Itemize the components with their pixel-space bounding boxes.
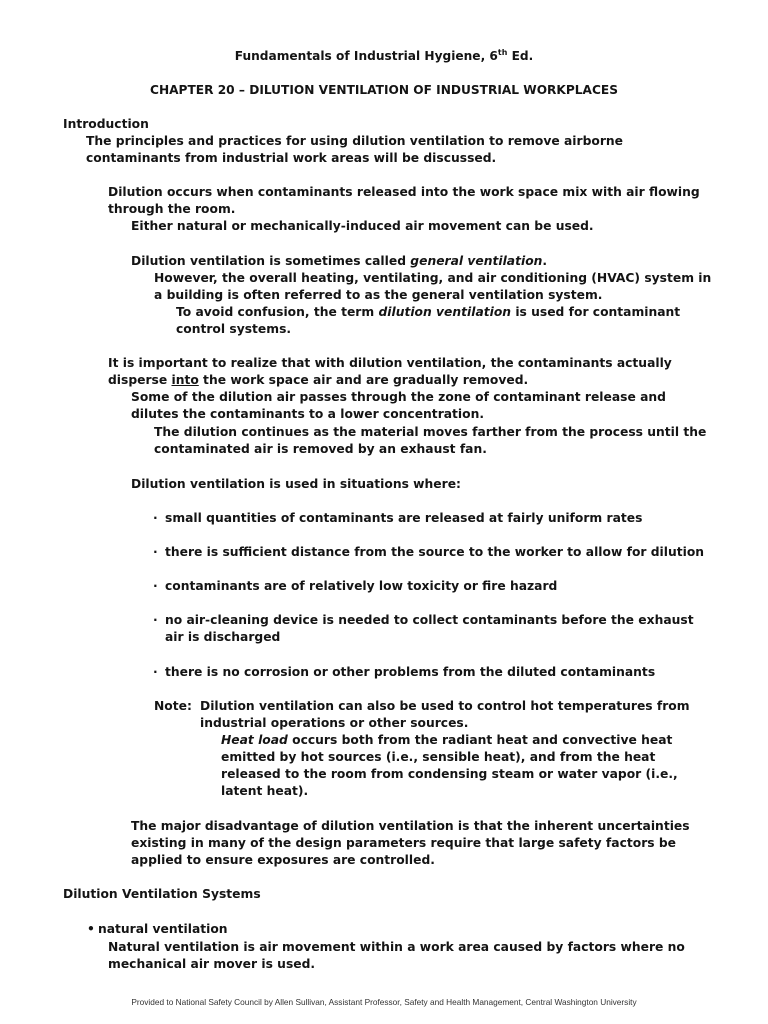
dilution-air-line: Some of the dilution air passes through the zone of contaminant release and (131, 390, 666, 404)
dilution-air-line: dilutes the contaminants to a lower concentration. (131, 407, 485, 421)
use-item: there is sufficient distance from the source to the worker to allow for dilution (165, 545, 705, 559)
avoid-confusion-line: control systems. (176, 322, 292, 336)
heat-load-line: emitted by hot sources (i.e., sensible heat), and from the heat (221, 750, 656, 764)
avoid-confusion-line: To avoid confusion, the term dilution ventilation is used for contaminant (176, 305, 681, 319)
dilution-subpoint: Either natural or mechanically-induced air movement can be used. (131, 219, 594, 233)
use-item: contaminants are of relatively low toxicity or fire hazard (165, 579, 558, 593)
disperse-paragraph-line: It is important to realize that with dilution ventilation, the contaminants actually (108, 356, 672, 370)
use-item: no air-cleaning device is needed to collect contaminants before the exhaust (165, 613, 694, 627)
use-item: small quantities of contaminants are released at fairly uniform rates (165, 511, 643, 525)
bullet-icon: · (153, 665, 158, 679)
natural-ventilation-desc: mechanical air mover is used. (108, 957, 316, 971)
hvac-line: a building is often referred to as the general ventilation system. (154, 288, 603, 302)
section-heading-systems: Dilution Ventilation Systems (63, 887, 261, 901)
disadvantage-line: existing in many of the design parameters require that large safety factors be (131, 836, 677, 850)
hvac-line: However, the overall heating, ventilating, and air conditioning (HVAC) system in (154, 271, 712, 285)
section-heading-introduction: Introduction (63, 117, 149, 131)
heat-load-line: Heat load occurs both from the radiant heat and convective heat (221, 733, 673, 747)
disadvantage-line: The major disadvantage of dilution ventilation is that the inherent uncertainties (131, 819, 690, 833)
intro-paragraph-line: The principles and practices for using dilution ventilation to remove airborne (86, 134, 623, 148)
use-item-continuation: air is discharged (165, 630, 281, 644)
exhaust-fan-line: The dilution continues as the material moves farther from the process until the (154, 425, 707, 439)
note-line: Dilution ventilation can also be used to control hot temperatures from (200, 699, 690, 713)
heat-load-line: latent heat). (221, 784, 309, 798)
page-footer: Provided to National Safety Council by Allen Sullivan, Assistant Professor, Safety and Health Management, Central Washington University (131, 997, 637, 1007)
heat-load-line: released to the room from condensing steam or water vapor (i.e., (221, 767, 678, 781)
note-label: Note: (154, 699, 192, 713)
bullet-icon: · (153, 545, 158, 559)
use-item: there is no corrosion or other problems from the diluted contaminants (165, 665, 656, 679)
book-title: Fundamentals of Industrial Hygiene, 6th Ed. (234, 48, 534, 63)
dilution-definition-line: through the room. (108, 202, 236, 216)
exhaust-fan-line: contaminated air is removed by an exhaust fan. (154, 442, 487, 456)
dilution-definition-line: Dilution occurs when contaminants released into the work space mix with air flowing (108, 185, 700, 199)
bullet-icon: · (153, 511, 158, 525)
system-item-natural: natural ventilation (98, 922, 228, 936)
chapter-title: CHAPTER 20 – DILUTION VENTILATION OF INDUSTRIAL WORKPLACES (150, 83, 618, 97)
bullet-icon: · (153, 579, 158, 593)
disadvantage-line: applied to ensure exposures are controlled. (131, 853, 435, 867)
natural-ventilation-desc: Natural ventilation is air movement within a work area caused by factors where no (108, 940, 685, 954)
note-line: industrial operations or other sources. (200, 716, 469, 730)
disperse-paragraph-line: disperse into the work space air and are gradually removed. (108, 373, 529, 387)
general-ventilation-line: Dilution ventilation is sometimes called general ventilation. (131, 254, 548, 268)
intro-paragraph-line: contaminants from industrial work areas will be discussed. (86, 151, 497, 165)
bullet-icon: · (153, 613, 158, 627)
bullet-icon: • (87, 922, 95, 936)
uses-heading: Dilution ventilation is used in situations where: (131, 477, 461, 491)
